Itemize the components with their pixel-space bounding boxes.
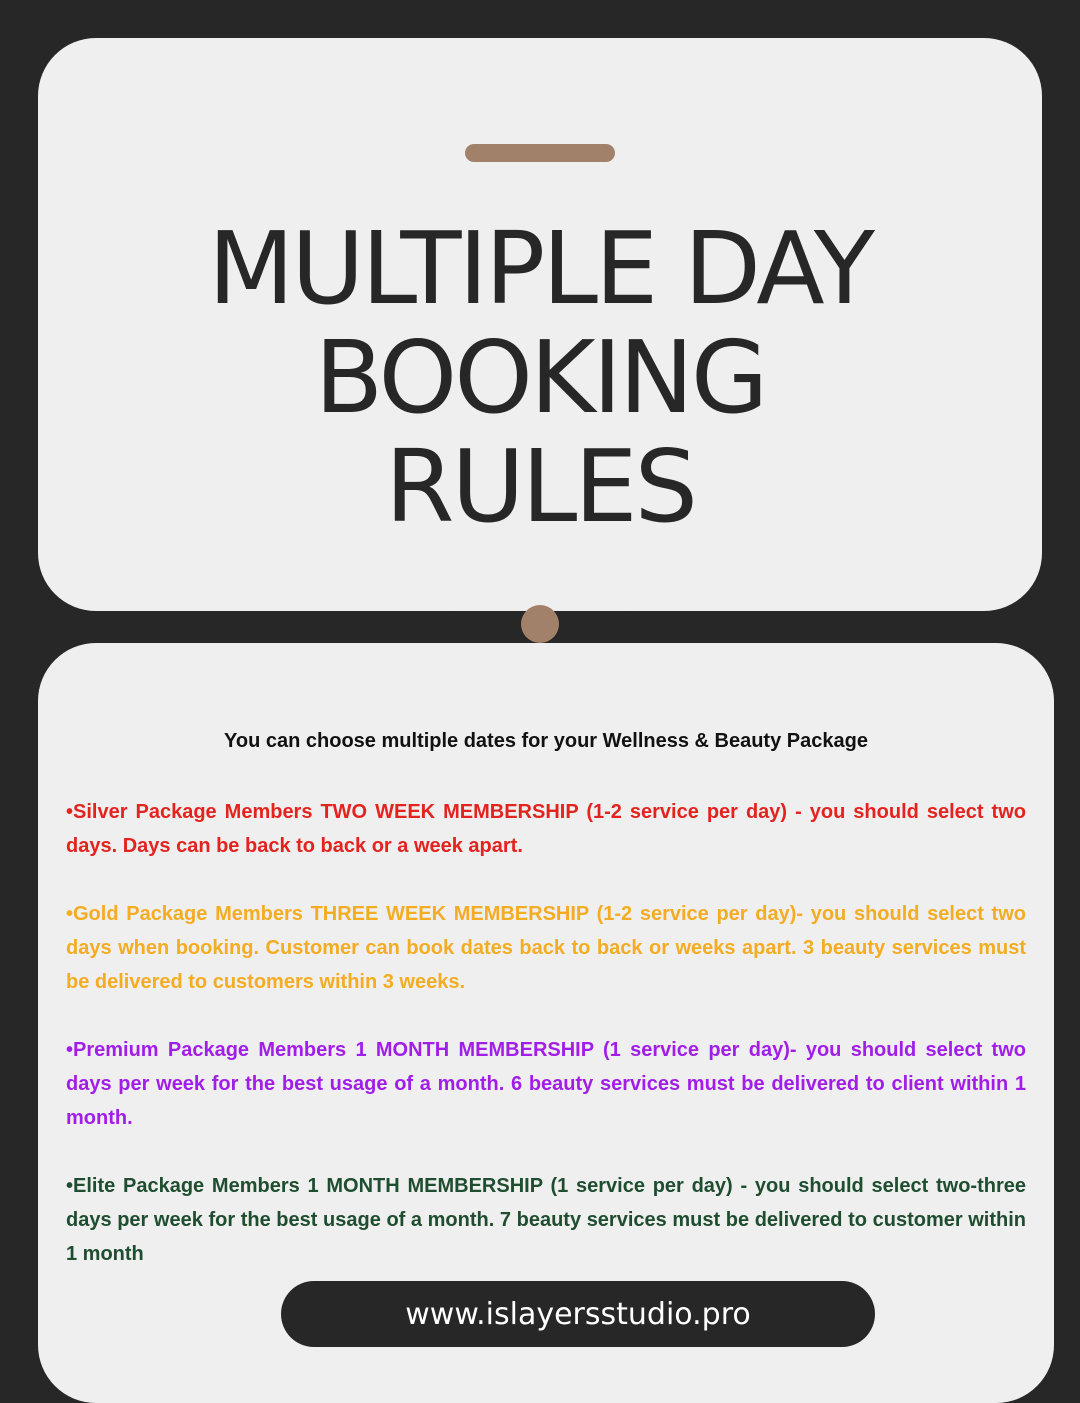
title-line-2: BOOKING [314, 319, 766, 436]
connector-bar-right [620, 611, 1080, 638]
page-title [0, 210, 1080, 545]
rule-gold-package: •Gold Package Members THREE WEEK MEMBERSHIP (1-2 service per day)- you should select two days when booking. Customer can book dates back to back or weeks apart. 3 beauty services must be delivered to customers within 3 weeks. [66, 903, 1026, 993]
website-url[interactable]: www.islayersstudio.pro [405, 1296, 751, 1332]
rule-silver-package: •Silver Package Members TWO WEEK MEMBERSHIP (1-2 service per day) - you should select two days. Days can be back to back or a week apart. [66, 801, 1026, 857]
rule-premium-package: •Premium Package Members 1 MONTH MEMBERSHIP (1 service per day)- you should select two days per week for the best usage of a month. 6 beauty services must be delivered to client within 1 month. [66, 1039, 1026, 1129]
rule-elite-package: •Elite Package Members 1 MONTH MEMBERSHIP (1 service per day) - you should select two-three days per week for the best usage of a month. 7 beauty services must be delivered to customer within 1 month [66, 1175, 1026, 1265]
title-line-1: MULTIPLE DAY [208, 210, 872, 327]
intro-text: You can choose multiple dates for your Wellness & Beauty Package [224, 730, 868, 752]
connector-dot [521, 605, 559, 643]
accent-bar [465, 144, 615, 162]
website-link-pill[interactable] [281, 1281, 875, 1347]
connector-bar-left [0, 611, 460, 638]
title-line-3: RULES [384, 428, 696, 545]
